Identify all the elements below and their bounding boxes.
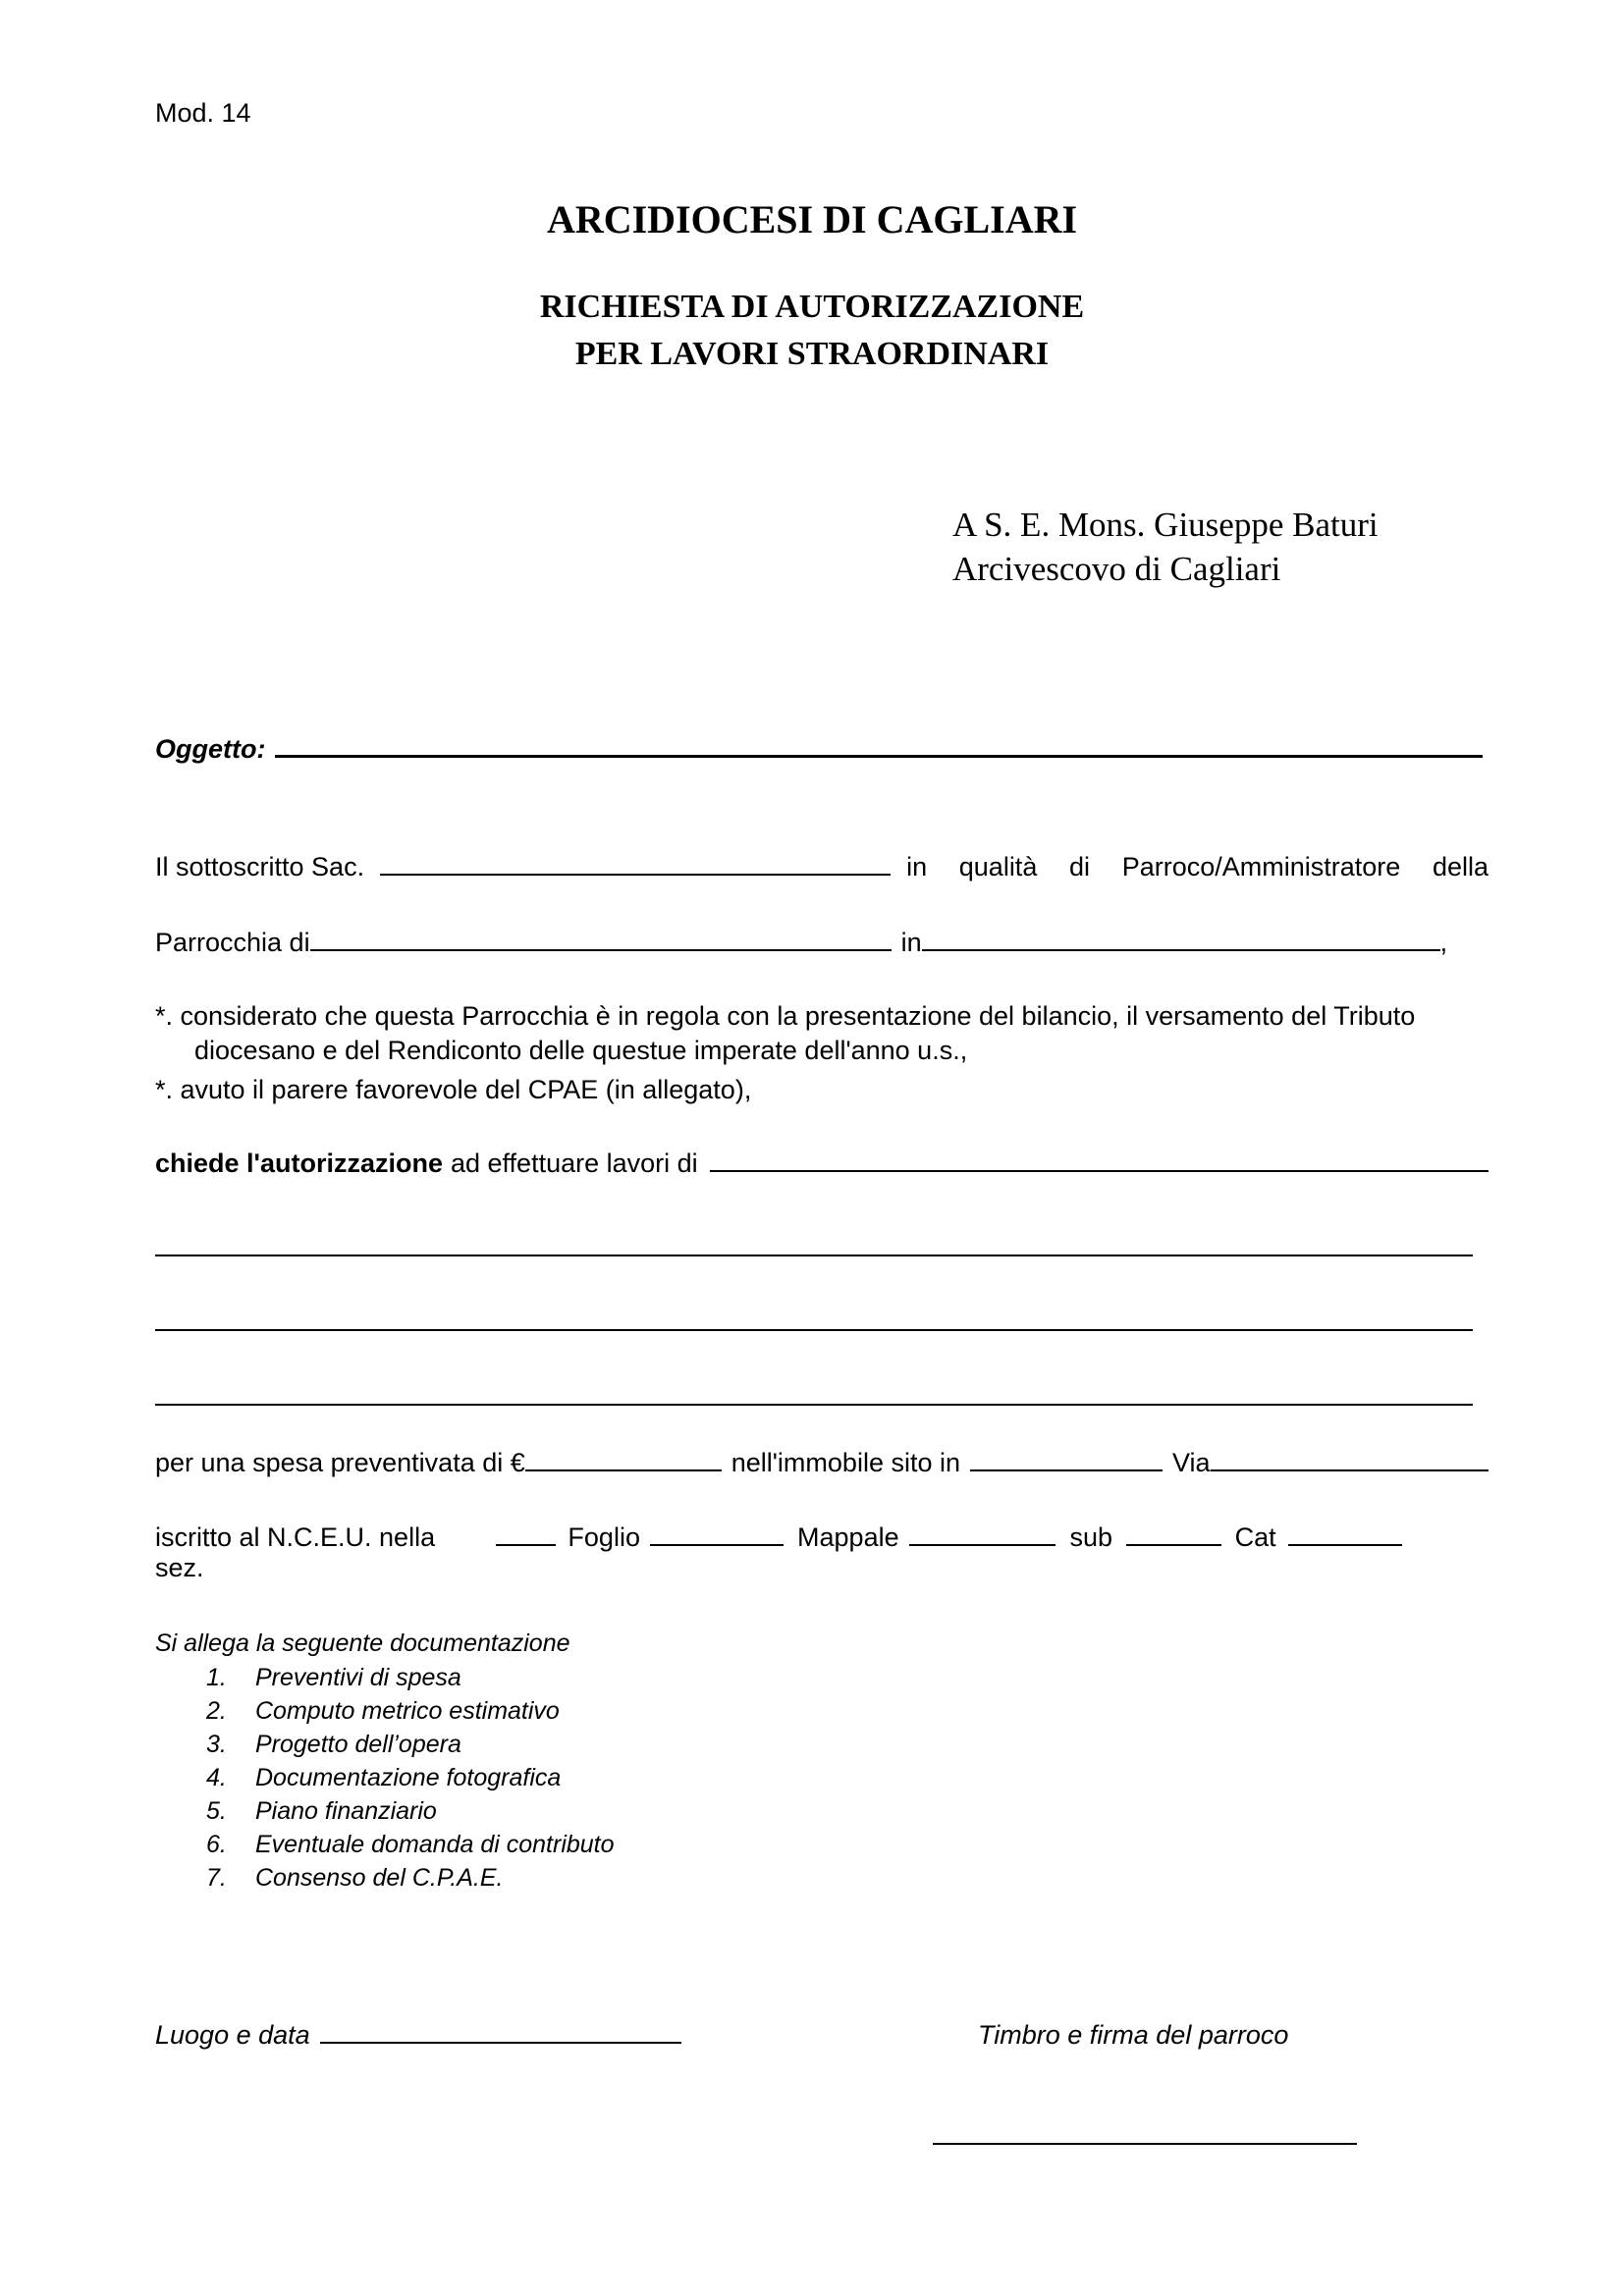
parrocchia-row bbox=[155, 928, 1489, 958]
qualita-label: in qualità di Parroco/Amministratore della bbox=[906, 852, 1489, 881]
subtitle-line-2: PER LAVORI STRAORDINARI bbox=[574, 336, 1050, 372]
foglio-label: Foglio bbox=[568, 1522, 640, 1552]
mappale-field[interactable] bbox=[909, 1543, 1056, 1546]
via-field[interactable] bbox=[1211, 1468, 1489, 1471]
lavori-continuation-line-2[interactable] bbox=[155, 1329, 1473, 1331]
immobile-label: nell'immobile sito in bbox=[731, 1448, 960, 1477]
recipient-line-2: Arcivescovo di Cagliari bbox=[952, 550, 1281, 588]
parrocchia-field[interactable] bbox=[310, 948, 892, 951]
cat-field[interactable] bbox=[1288, 1543, 1402, 1546]
attachments-list bbox=[206, 1661, 615, 1895]
list-item: 3. Progetto dell’opera bbox=[206, 1731, 461, 1758]
list-item: 4. Documentazione fotografica bbox=[206, 1764, 562, 1791]
page-title: ARCIDIOCESI DI CAGLIARI bbox=[546, 197, 1078, 241]
lavori-field[interactable] bbox=[710, 1169, 1489, 1172]
oggetto-label: Oggetto: bbox=[155, 734, 266, 764]
catasto-row bbox=[155, 1522, 1402, 1583]
luogo-data-label: Luogo e data bbox=[155, 2020, 310, 2050]
recipient-line-1: A S. E. Mons. Giuseppe Baturi bbox=[952, 506, 1379, 544]
model-code: Mod. 14 bbox=[155, 98, 251, 128]
foglio-field[interactable] bbox=[650, 1543, 784, 1546]
avuto-line: *. avuto il parere favorevole del CPAE (in allegato), bbox=[155, 1075, 752, 1104]
considerato-line-2: diocesano e del Rendiconto delle questue imperate dell'anno u.s., bbox=[194, 1036, 968, 1065]
chiede-bold-label: chiede l'autorizzazione bbox=[155, 1148, 443, 1178]
mappale-label: Mappale bbox=[797, 1522, 899, 1552]
subtitle-line-1: RICHIESTA DI AUTORIZZAZIONE bbox=[539, 289, 1085, 325]
lavori-continuation-line-1[interactable] bbox=[155, 1255, 1473, 1256]
list-item: 5. Piano finanziario bbox=[206, 1797, 437, 1825]
parrocchia-location-field[interactable] bbox=[922, 948, 1440, 951]
spesa-label: per una spesa preventivata di € bbox=[155, 1448, 525, 1477]
sacerdote-name-field[interactable] bbox=[380, 873, 891, 876]
signature-field[interactable] bbox=[933, 2143, 1357, 2145]
trailing-comma: , bbox=[1439, 928, 1448, 957]
list-item: 6. Eventuale domanda di contributo bbox=[206, 1831, 615, 1858]
list-item: 1. Preventivi di spesa bbox=[206, 1664, 461, 1691]
list-item: 7. Consenso del C.P.A.E. bbox=[206, 1864, 504, 1892]
sub-field[interactable] bbox=[1126, 1543, 1221, 1546]
firma-label: Timbro e firma del parroco bbox=[978, 2020, 1289, 2050]
spesa-amount-field[interactable] bbox=[525, 1468, 722, 1471]
lavori-continuation-line-3[interactable] bbox=[155, 1404, 1473, 1406]
sottoscritto-label: Il sottoscritto Sac. bbox=[155, 852, 365, 881]
sezione-field[interactable] bbox=[496, 1543, 556, 1546]
oggetto-row bbox=[155, 734, 1489, 765]
chiede-rest-label: ad effettuare lavori di bbox=[450, 1148, 698, 1178]
iscritto-label: iscritto al N.C.E.U. nella sez. bbox=[155, 1522, 436, 1582]
attachments-heading: Si allega la seguente documentazione bbox=[155, 1629, 570, 1657]
spesa-row bbox=[155, 1448, 1489, 1478]
via-label: Via bbox=[1172, 1448, 1211, 1477]
sottoscritto-row bbox=[155, 852, 1489, 882]
oggetto-field[interactable] bbox=[275, 754, 1483, 758]
in-label: in bbox=[900, 928, 922, 957]
parrocchia-label: Parrocchia di bbox=[155, 928, 310, 957]
sub-label: sub bbox=[1069, 1522, 1113, 1552]
luogo-data-row bbox=[155, 2020, 705, 2051]
list-item: 2. Computo metrico estimativo bbox=[206, 1697, 560, 1725]
chiede-row bbox=[155, 1148, 1489, 1179]
luogo-data-field[interactable] bbox=[320, 2041, 681, 2044]
cat-label: Cat bbox=[1234, 1522, 1276, 1552]
considerato-line-1: *. considerato che questa Parrocchia è in regola con la presentazione del bilancio, il versamento del Tributo bbox=[155, 1001, 1416, 1031]
immobile-location-field[interactable] bbox=[970, 1468, 1163, 1471]
